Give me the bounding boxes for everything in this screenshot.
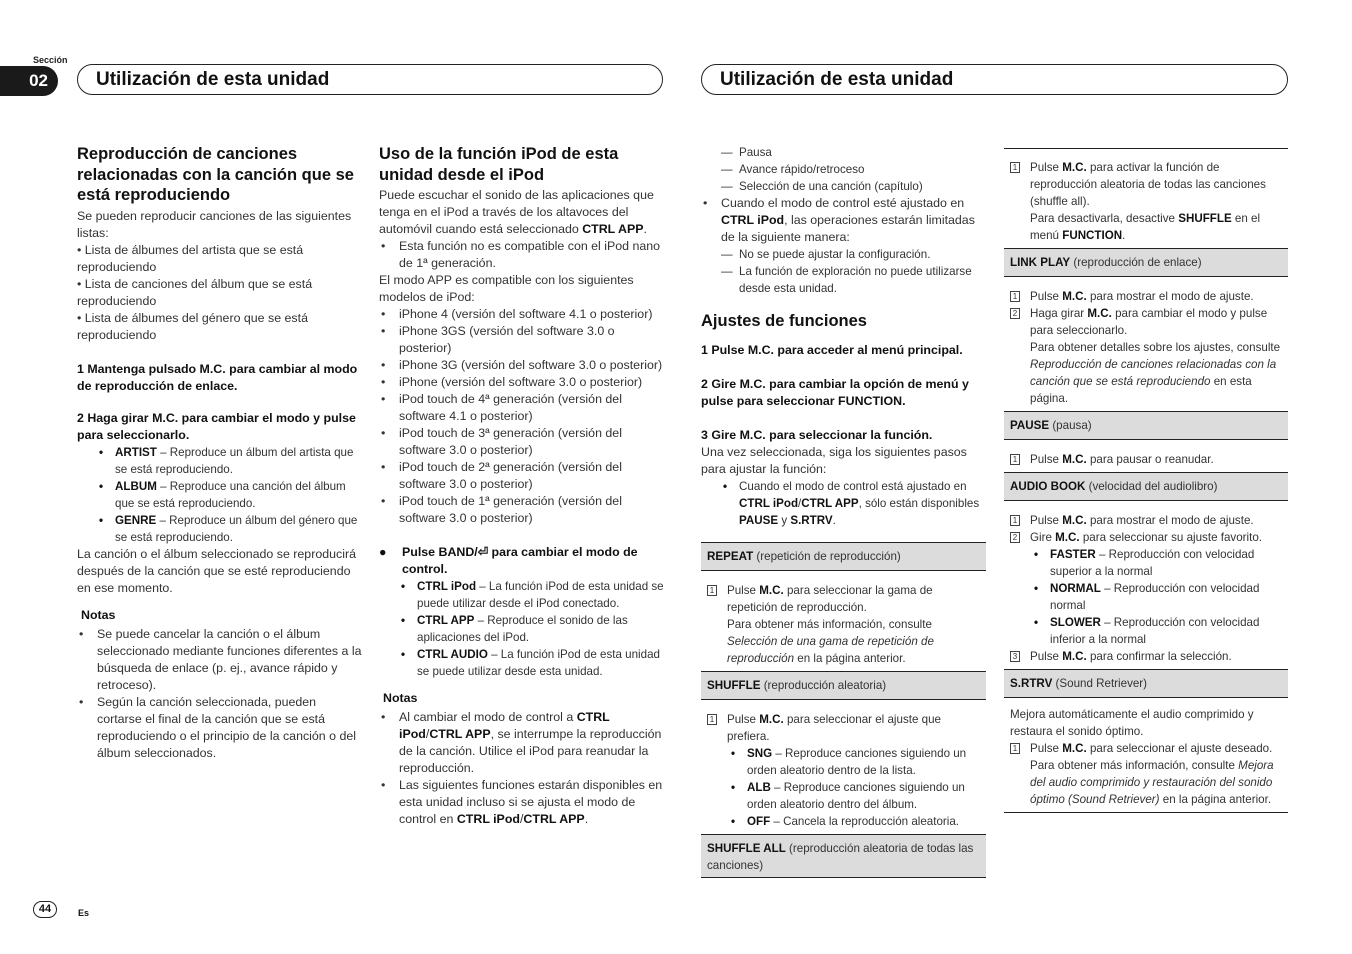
table-row — [1004, 698, 1288, 813]
list-item: — Pausa — [701, 144, 986, 161]
list-item: • iPod touch de 1ª generación (versión del software 3.0 o posterior) — [379, 493, 665, 527]
list-item: • NORMAL – Reproducción con velocidad normal — [1030, 580, 1282, 614]
list-item: • Cuando el modo de control esté ajustado en CTRL iPod, las operaciones estarán limitadas de la siguiente manera: — [701, 195, 986, 246]
options-list — [1010, 546, 1282, 648]
list-item: • Lista de canciones del álbum que se está reproduciendo — [77, 276, 313, 308]
number-box: 1 — [1010, 291, 1020, 302]
list-item: — Avance rápido/retroceso — [701, 161, 986, 178]
column-1 — [77, 144, 362, 762]
table-row — [701, 700, 986, 835]
table-row — [1004, 148, 1288, 249]
list-item: • GENRE – Reproduce un álbum del género que se está reproduciendo. — [77, 512, 362, 546]
list-item: • Según la canción seleccionada, pueden cortarse el final de la canción que se está reproduciendo o el principio de la canción o del álbum seleccionados. — [77, 694, 362, 762]
list-item: • Las siguientes funciones estarán disponibles en esta unidad incluso si se ajusta el modo de control en CTRL iPod/CTRL APP. — [379, 777, 665, 828]
list-item: • iPhone 3G (versión del software 3.0 o posterior) — [379, 357, 665, 374]
page-header-left: Utilización de esta unidad — [77, 64, 663, 95]
table-row — [1004, 501, 1288, 670]
table-row — [1004, 440, 1288, 472]
section-label: Sección — [33, 55, 68, 65]
list-item: — No se puede ajustar la configuración. — [701, 246, 986, 263]
paragraph: Para obtener más información, consulte Mejora del audio comprimido y restauración del sonido óptimo (Sound Retriever) en la página anterior. — [1030, 759, 1274, 806]
bullet-list — [701, 478, 986, 529]
table-header-repeat: REPEAT (repetición de reproducción) — [701, 542, 986, 571]
list-item: • ALBUM – Reproduce una canción del álbum que se está reproduciendo. — [77, 478, 362, 512]
column-2 — [379, 144, 665, 828]
number-box: 2 — [1010, 532, 1020, 543]
step-1: 1 Mantenga pulsado M.C. para cambiar al modo de reproducción de enlace. — [77, 361, 358, 393]
list-item: • CTRL iPod – La función iPod de esta unidad se puede utilizar desde el iPod conectado. — [379, 578, 665, 612]
table-row — [701, 571, 986, 672]
table-header-link-play: LINK PLAY (reproducción de enlace) — [1004, 249, 1288, 277]
list-item: • iPhone 3GS (versión del software 3.0 o posterior) — [379, 323, 665, 357]
list-item: • iPod touch de 4ª generación (versión del software 4.1 o posterior) — [379, 391, 665, 425]
paragraph: Puede escuchar el sonido de las aplicaciones que tenga en el iPod a través de los altavoces del automóvil cuando está seleccionado CTRL APP. — [379, 188, 654, 236]
list-item: • iPhone 4 (versión del software 4.1 o posterior) — [379, 306, 665, 323]
numbered-item: 1 Pulse M.C. para seleccionar la gama de repetición de reproducción. — [707, 582, 980, 616]
number-box: 3 — [1010, 651, 1020, 662]
column-3 — [701, 144, 986, 878]
paragraph: Se pueden reproducir canciones de las siguientes listas: — [77, 208, 352, 240]
numbered-item: 2 Haga girar M.C. para cambiar el modo y pulse para seleccionarlo. — [1010, 305, 1282, 339]
number-box: 1 — [707, 585, 717, 596]
list-item: • Lista de álbumes del género que se está reproduciendo — [77, 310, 308, 342]
list-item: • Esta función no es compatible con el iPod nano de 1ª generación. — [379, 238, 665, 272]
paragraph: Para desactivarla, desactive SHUFFLE en el menú FUNCTION. — [1030, 212, 1261, 242]
list-item: • iPhone (versión del software 3.0 o posterior) — [379, 374, 665, 391]
notes-title: Notas — [383, 691, 418, 705]
list-item: • iPod touch de 2ª generación (versión del software 3.0 o posterior) — [379, 459, 665, 493]
section-title: Ajustes de funciones — [701, 312, 867, 330]
numbered-item: 1 Pulse M.C. para activar la función de reproducción aleatoria de todas las canciones (shuffle all). — [1010, 159, 1282, 210]
section-title: Reproducción de canciones relacionadas con la canción que se está reproduciendo — [77, 145, 354, 204]
paragraph: El modo APP es compatible con los siguientes modelos de iPod: — [379, 273, 634, 304]
list-item: • Se puede cancelar la canción o el álbum seleccionado mediante funciones diferentes a la búsqueda de enlace (p. ej., avance rápido y retroceso). — [77, 626, 362, 694]
dash-list — [701, 246, 986, 297]
language-code: Es — [78, 908, 90, 918]
models-list — [379, 306, 665, 527]
table-header-audio-book: AUDIO BOOK (velocidad del audiolibro) — [1004, 472, 1288, 501]
numbered-item: 3 Pulse M.C. para confirmar la selección. — [1010, 648, 1282, 665]
numbered-item: 1 Pulse M.C. para seleccionar el ajuste deseado. — [1010, 740, 1282, 757]
list-item: • ARTIST – Reproduce un álbum del artista que se está reproduciendo. — [77, 444, 362, 478]
paragraph: La canción o el álbum seleccionado se reproducirá después de la canción que se esté reproduciendo en ese momento. — [77, 546, 356, 595]
list-item: • Cuando el modo de control está ajustado en CTRL iPod/CTRL APP, sólo están disponibles PAUSE y S.RTRV. — [701, 478, 986, 529]
step-2: 2 Haga girar M.C. para cambiar el modo y pulse para seleccionarlo. — [77, 410, 356, 442]
step-3: 3 Gire M.C. para seleccionar la función. — [701, 427, 933, 442]
table-header-pause: PAUSE (pausa) — [1004, 412, 1288, 440]
dash-list — [701, 144, 986, 195]
notes-list — [77, 626, 362, 762]
numbered-item: 1 Pulse M.C. para mostrar el modo de ajuste. — [1010, 512, 1282, 529]
table-header-s-rtrv: S.RTRV (Sound Retriever) — [1004, 670, 1288, 698]
number-box: 1 — [1010, 743, 1020, 754]
number-box: 1 — [1010, 454, 1020, 465]
list-item: • SLOWER – Reproducción con velocidad inferior a la normal — [1030, 614, 1282, 648]
list-item: • SNG – Reproduce canciones siguiendo un orden aleatorio dentro de la lista. — [727, 745, 980, 779]
page-header-right: Utilización de esta unidad — [701, 64, 1288, 95]
list-item: • ALB – Reproduce canciones siguiendo un orden aleatorio dentro del álbum. — [727, 779, 980, 813]
list-item: • CTRL AUDIO – La función iPod de esta unidad se puede utilizar desde esta unidad. — [379, 646, 665, 680]
ctrl-list — [379, 578, 665, 680]
step-2: 2 Gire M.C. para cambiar la opción de menú y pulse para seleccionar FUNCTION. — [701, 376, 969, 408]
bullet-list — [701, 195, 986, 246]
list-item: • iPod touch de 3ª generación (versión del software 3.0 o posterior) — [379, 425, 665, 459]
step-1: 1 Pulse M.C. para acceder al menú principal. — [701, 342, 963, 357]
numbered-item: 1 Pulse M.C. para seleccionar el ajuste que prefiera. — [707, 711, 980, 745]
number-box: 1 — [1010, 162, 1020, 173]
numbered-item: 2 Gire M.C. para seleccionar su ajuste favorito. — [1010, 529, 1282, 546]
list-item: • OFF – Cancela la reproducción aleatoria. — [727, 813, 980, 830]
paragraph: Para obtener más información, consulte Selección de una gama de repetición de reproducción en la página anterior. — [727, 617, 934, 665]
list-item: — Selección de una canción (capítulo) — [701, 178, 986, 195]
column-4 — [1004, 148, 1288, 813]
list-item: • Al cambiar el modo de control a CTRL iPod/CTRL APP, se interrumpe la reproducción de la canción. Utilice el iPod para reanudar la reproducción. — [379, 709, 665, 777]
list-item: • Lista de álbumes del artista que se está reproduciendo — [77, 242, 304, 274]
number-box: 1 — [707, 714, 717, 725]
paragraph: Una vez seleccionada, siga los siguientes pasos para ajustar la función: — [701, 444, 967, 476]
list-item: — La función de exploración no puede utilizarse desde esta unidad. — [701, 263, 986, 297]
note-list — [379, 238, 665, 272]
paragraph: Mejora automáticamente el audio comprimido y restaura el sonido óptimo. — [1010, 708, 1254, 738]
number-box: 1 — [1010, 515, 1020, 526]
paragraph: Para obtener detalles sobre los ajustes, consulte Reproducción de canciones relacionadas con la canción que se está reproduciendo en esta página. — [1030, 341, 1281, 405]
table-header-shuffle-all: SHUFFLE ALL (reproducción aleatoria de todas las canciones) — [701, 835, 986, 878]
page-number: 44 — [33, 901, 57, 918]
list-item: • CTRL APP – Reproduce el sonido de las aplicaciones del iPod. — [379, 612, 665, 646]
step-bullet-icon: ● — [379, 545, 387, 559]
step: ● Pulse BAND/⏎ para cambiar el modo de control. — [379, 545, 638, 576]
options-list — [707, 745, 980, 830]
notes-title: Notas — [81, 607, 116, 622]
number-box: 2 — [1010, 308, 1020, 319]
section-title: Uso de la función iPod de esta unidad desde el iPod — [379, 145, 619, 184]
section-number: 02 — [0, 66, 58, 96]
numbered-item: 1 Pulse M.C. para pausar o reanudar. — [1010, 451, 1282, 468]
table-row — [1004, 277, 1288, 412]
notes-list — [379, 709, 665, 828]
list-item: • FASTER – Reproducción con velocidad superior a la normal — [1030, 546, 1282, 580]
numbered-item: 1 Pulse M.C. para mostrar el modo de ajuste. — [1010, 288, 1282, 305]
table-header-shuffle: SHUFFLE (reproducción aleatoria) — [701, 672, 986, 700]
mode-list — [77, 444, 362, 546]
